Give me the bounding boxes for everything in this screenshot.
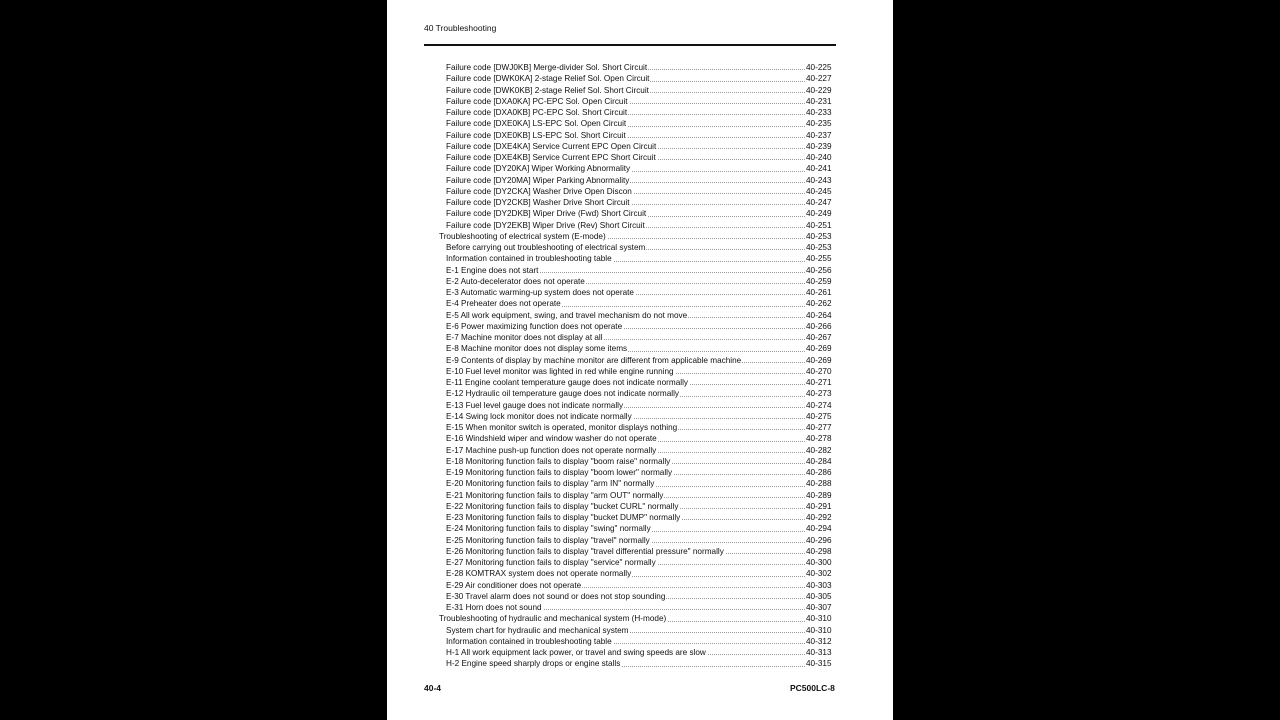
toc-entry <box>387 411 893 422</box>
toc-entry-page: 40-305 <box>806 591 832 601</box>
toc-entry <box>387 580 893 591</box>
toc-entry <box>387 501 893 512</box>
toc-entry <box>387 332 893 343</box>
toc-entry-title: Troubleshooting of hydraulic and mechanical system (H-mode) <box>439 614 667 624</box>
toc-entry-title: Failure code [DY20MA] Wiper Parking Abnormality <box>446 175 630 185</box>
toc-entry-page: 40-277 <box>806 423 832 432</box>
toc-entry-page: 40-269 <box>806 355 832 365</box>
toc-entry-page: 40-240 <box>806 153 832 162</box>
toc-entry-page: 40-239 <box>806 141 832 151</box>
toc-entry-page: 40-259 <box>806 276 832 286</box>
toc-entry <box>387 456 893 467</box>
toc-entry-title: E-14 Swing lock monitor does not indicate normally <box>446 411 632 421</box>
toc-entry-title: E-11 Engine coolant temperature gauge does not indicate normally <box>446 378 688 387</box>
toc-entry-page: 40-264 <box>806 310 832 320</box>
toc-entry <box>387 658 893 669</box>
toc-entry <box>387 568 893 579</box>
toc-entry-title: E-1 Engine does not start <box>446 265 539 275</box>
toc-entry <box>387 422 893 433</box>
toc-entry <box>387 602 893 613</box>
toc-entry-title: E-27 Monitoring function fails to display "service" normally <box>446 558 656 567</box>
toc-entry <box>387 388 893 399</box>
toc-entry-title: E-10 Fuel level monitor was lighted in red while engine running <box>446 366 674 376</box>
toc-entry-title: Failure code [DWK0KB] 2-stage Relief Sol. Short Circuit <box>446 85 649 95</box>
toc-entry-title: Before carrying out troubleshooting of electrical system <box>446 243 646 252</box>
toc-entry-title: Information contained in troubleshooting table <box>446 254 612 264</box>
toc-entry-title: E-7 Machine monitor does not display at all <box>446 333 603 342</box>
toc-entry <box>387 445 893 456</box>
toc-entry <box>387 636 893 647</box>
toc-entry-page: 40-286 <box>806 468 832 477</box>
toc-entry <box>387 546 893 557</box>
toc-entry <box>387 186 893 197</box>
toc-entry-page: 40-235 <box>806 119 832 129</box>
toc-entry-page: 40-271 <box>806 378 832 387</box>
toc-entry-title: Failure code [DXE4KA] Service Current EPC Open Circuit <box>446 141 657 151</box>
toc-entry-title: Failure code [DY2CKB] Washer Drive Short Circuit <box>446 198 630 207</box>
toc-entry-title: E-15 When monitor switch is operated, monitor displays nothing <box>446 423 678 432</box>
toc-entry-title: E-25 Monitoring function fails to display "travel" normally <box>446 535 650 545</box>
toc-entry <box>387 490 893 501</box>
toc-entry-title: E-8 Machine monitor does not display some items <box>446 344 628 354</box>
toc-entry <box>387 73 893 84</box>
footer-page-number: 40-4 <box>424 683 442 693</box>
toc-entry <box>387 591 893 602</box>
toc-entry <box>387 62 893 73</box>
toc-entry-page: 40-249 <box>806 209 832 219</box>
toc-entry-title: E-23 Monitoring function fails to display "bucket DUMP" normally <box>446 513 681 522</box>
toc-entry-title: E-30 Travel alarm does not sound or does not stop sounding <box>446 591 666 601</box>
toc-entry-title: E-5 All work equipment, swing, and travel mechanism do not move <box>446 310 688 320</box>
toc-entry-title: E-24 Monitoring function fails to display "swing" normally <box>446 524 651 534</box>
toc-entry-page: 40-303 <box>806 580 832 590</box>
toc-entry <box>387 96 893 107</box>
toc-entry-page: 40-278 <box>806 434 832 444</box>
toc-entry-title: Failure code [DXE0KB] LS-EPC Sol. Short Circuit <box>446 130 626 140</box>
toc-entry-title: Failure code [DY2CKA] Washer Drive Open Discon <box>446 186 632 196</box>
header-rule <box>424 44 836 46</box>
toc-entry <box>387 647 893 658</box>
toc-entry-title: E-28 KOMTRAX system does not operate normally <box>446 569 632 579</box>
toc-entry <box>387 152 893 163</box>
toc-entry <box>387 265 893 276</box>
toc-entry-page: 40-284 <box>806 456 832 466</box>
toc-entry-page: 40-253 <box>806 243 832 252</box>
toc-entry <box>387 512 893 523</box>
toc-entry-page: 40-296 <box>806 535 832 545</box>
toc-entry-page: 40-307 <box>806 603 832 612</box>
toc-entry <box>387 355 893 366</box>
toc-entry-page: 40-241 <box>806 164 832 174</box>
toc-entry-page: 40-231 <box>806 96 832 106</box>
toc-entry <box>387 118 893 129</box>
toc-entry-page: 40-227 <box>806 74 832 84</box>
toc-entry <box>387 478 893 489</box>
toc-entry-page: 40-261 <box>806 288 832 297</box>
toc-entry-page: 40-300 <box>806 558 832 567</box>
toc-entry-page: 40-292 <box>806 513 832 522</box>
toc-entry-title: Failure code [DXA0KB] PC-EPC Sol. Short Circuit <box>446 108 628 117</box>
document-page <box>387 0 893 720</box>
toc-entry <box>387 287 893 298</box>
toc-entry-title: Failure code [DY2DKB] Wiper Drive (Fwd) Short Circuit <box>446 209 647 219</box>
toc-entry-page: 40-247 <box>806 198 832 207</box>
toc-entry-page: 40-282 <box>806 445 832 455</box>
toc-entry-page: 40-288 <box>806 479 832 489</box>
toc-entry-title: E-22 Monitoring function fails to display "bucket CURL" normally <box>446 501 679 511</box>
toc-entry <box>387 107 893 118</box>
toc-entry-page: 40-270 <box>806 366 832 376</box>
toc-entry-title: E-13 Fuel level gauge does not indicate normally <box>446 400 624 410</box>
toc-entry <box>387 298 893 309</box>
toc-section-entry <box>387 231 893 242</box>
toc-entry-page: 40-273 <box>806 389 832 399</box>
toc-entry-title: E-12 Hydraulic oil temperature gauge does not indicate normally <box>446 389 680 399</box>
toc-entry-page: 40-251 <box>806 220 832 230</box>
toc-entry-title: E-4 Preheater does not operate <box>446 299 561 309</box>
toc-entry <box>387 625 893 636</box>
toc-entry-page: 40-262 <box>806 299 832 309</box>
toc-entry-page: 40-294 <box>806 524 832 534</box>
toc-entry-title: E-26 Monitoring function fails to display "travel differential pressure" normally <box>446 546 724 556</box>
toc-entry-page: 40-275 <box>806 411 832 421</box>
running-header: 40 Troubleshooting <box>424 23 497 33</box>
toc-entry-page: 40-237 <box>806 130 832 140</box>
toc-entry-title: E-19 Monitoring function fails to display "boom lower" normally <box>446 468 673 477</box>
toc-entry-page: 40-225 <box>806 63 832 72</box>
toc-entry <box>387 130 893 141</box>
toc-entry-title: E-21 Monitoring function fails to display "arm OUT" normally <box>446 490 664 500</box>
toc-entry-title: H-1 All work equipment lack power, or travel and swing speeds are slow <box>446 648 706 657</box>
footer-model: PC500LC-8 <box>790 683 835 693</box>
toc-entry-title: Failure code [DY2EKB] Wiper Drive (Rev) Short Circuit <box>446 220 645 230</box>
toc-entry-title: Failure code [DWK0KA] 2-stage Relief Sol. Open Circuit <box>446 74 650 84</box>
toc-entry <box>387 220 893 231</box>
toc-entry <box>387 343 893 354</box>
toc-entry-page: 40-315 <box>806 659 832 669</box>
toc-entry <box>387 253 893 264</box>
toc-entry-page: 40-253 <box>806 231 832 241</box>
toc-entry <box>387 197 893 208</box>
toc-entry-page: 40-310 <box>806 625 832 635</box>
toc-entry-page: 40-269 <box>806 344 832 354</box>
toc-entry-title: E-31 Horn does not sound <box>446 603 542 612</box>
toc-entry-page: 40-255 <box>806 254 832 264</box>
toc-entry-title: E-9 Contents of display by machine monitor are different from applicable machine <box>446 355 742 365</box>
toc-section-entry <box>387 613 893 624</box>
toc-entry-title: Failure code [DXE0KA] LS-EPC Sol. Open Circuit <box>446 119 627 129</box>
toc-entry <box>387 321 893 332</box>
toc-entry-title: Troubleshooting of electrical system (E-mode) <box>439 231 606 241</box>
toc-entry-title: E-16 Windshield wiper and window washer do not operate <box>446 434 657 444</box>
toc-entry <box>387 208 893 219</box>
toc-entry-page: 40-291 <box>806 501 832 511</box>
toc-entry <box>387 85 893 96</box>
toc-entry-page: 40-313 <box>806 648 832 657</box>
toc-entry-page: 40-274 <box>806 400 832 410</box>
toc-entry <box>387 310 893 321</box>
toc-entry <box>387 557 893 568</box>
toc-entry <box>387 400 893 411</box>
toc-entry-page: 40-229 <box>806 85 832 95</box>
toc-entry-title: E-29 Air conditioner does not operate <box>446 580 582 590</box>
toc-entry <box>387 141 893 152</box>
toc-entry-page: 40-289 <box>806 490 832 500</box>
toc-entry-page: 40-302 <box>806 569 832 579</box>
toc-entry-title: E-6 Power maximizing function does not operate <box>446 321 623 331</box>
toc-entry-page: 40-267 <box>806 333 832 342</box>
toc-entry-title: Failure code [DXE4KB] Service Current EPC Short Circuit <box>446 153 656 162</box>
toc-entry <box>387 366 893 377</box>
toc-entry <box>387 433 893 444</box>
toc-entry-page: 40-310 <box>806 614 832 624</box>
toc-entry <box>387 163 893 174</box>
toc-entry <box>387 276 893 287</box>
toc-entry-page: 40-245 <box>806 186 832 196</box>
toc-entry-title: Failure code [DXA0KA] PC-EPC Sol. Open Circuit <box>446 96 628 106</box>
toc-entry-page: 40-233 <box>806 108 832 117</box>
toc-entry-title: E-17 Machine push-up function does not operate normally <box>446 445 657 455</box>
toc-entry-title: H-2 Engine speed sharply drops or engine stalls <box>446 659 621 669</box>
toc-entry-page: 40-312 <box>806 636 832 646</box>
toc-entry-page: 40-243 <box>806 175 832 185</box>
toc-entry <box>387 467 893 478</box>
toc-entry-title: E-3 Automatic warming-up system does not operate <box>446 288 634 297</box>
toc-entry <box>387 523 893 534</box>
toc-entry-title: Failure code [DY20KA] Wiper Working Abnormality <box>446 164 631 174</box>
toc-entry-title: System chart for hydraulic and mechanical system <box>446 625 629 635</box>
toc-entry-title: Failure code [DWJ0KB] Merge-divider Sol. Short Circuit <box>446 63 648 72</box>
toc-entry-page: 40-256 <box>806 265 832 275</box>
toc-entry <box>387 242 893 253</box>
toc-entry-title: E-2 Auto-decelerator does not operate <box>446 276 585 286</box>
toc-entry-title: E-18 Monitoring function fails to display "boom raise" normally <box>446 456 671 466</box>
toc-entry-title: Information contained in troubleshooting table <box>446 636 612 646</box>
toc-entry <box>387 535 893 546</box>
toc-entry <box>387 175 893 186</box>
toc-entry-page: 40-266 <box>806 321 832 331</box>
toc-entry-title: E-20 Monitoring function fails to display "arm IN" normally <box>446 479 655 489</box>
toc-entry-page: 40-298 <box>806 546 832 556</box>
toc-entry <box>387 377 893 388</box>
